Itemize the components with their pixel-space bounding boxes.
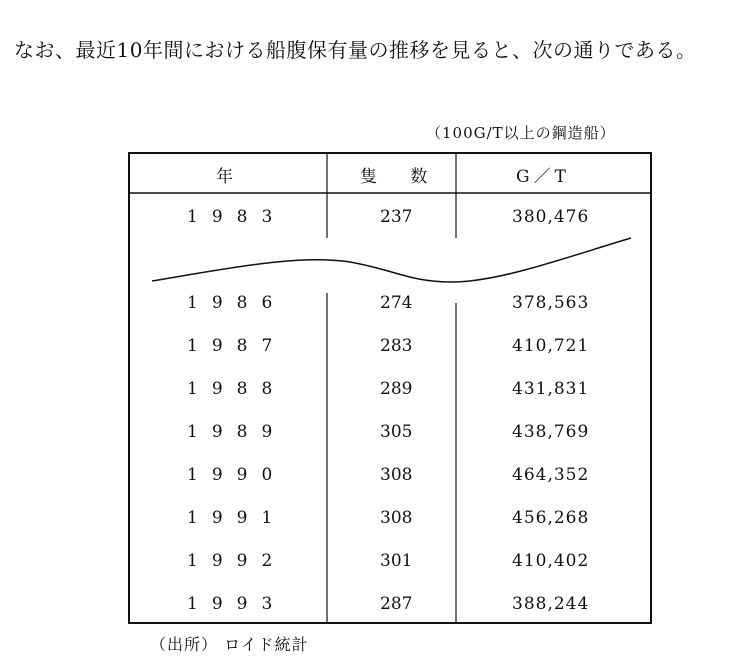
year-cell: 1988 <box>187 379 287 399</box>
count-cell: 305 <box>380 422 413 442</box>
gt-cell: 464,352 <box>512 465 590 485</box>
year-cell: 1991 <box>187 508 287 528</box>
count-cell: 283 <box>380 336 413 356</box>
count-cell: 289 <box>380 379 413 399</box>
count-cell: 287 <box>380 594 413 614</box>
header-gt: G／T <box>516 167 570 187</box>
gt-cell: 456,268 <box>512 508 590 528</box>
intro-paragraph: なお、最近10年間における船腹保有量の推移を見ると、次の通りである。 <box>14 38 697 62</box>
year-cell: 1986 <box>187 293 287 313</box>
year-cell: 1983 <box>187 207 287 227</box>
table-row <box>130 336 650 358</box>
year-cell: 1993 <box>187 594 287 614</box>
year-cell: 1989 <box>187 422 287 442</box>
table-row <box>130 207 650 229</box>
gt-cell: 410,721 <box>512 336 590 356</box>
table-row <box>130 465 650 487</box>
header-year: 年 <box>216 167 235 187</box>
count-cell: 237 <box>380 207 413 227</box>
source-note: （出所） ロイド統計 <box>150 635 309 654</box>
omission-wave <box>152 238 631 282</box>
table-row <box>130 293 650 315</box>
table-row <box>130 422 650 444</box>
count-cell: 308 <box>380 508 413 528</box>
table-row <box>130 508 650 530</box>
gt-cell: 380,476 <box>512 207 590 227</box>
year-cell: 1987 <box>187 336 287 356</box>
gt-cell: 438,769 <box>512 422 590 442</box>
header-count: 隻 数 <box>360 167 442 187</box>
gt-cell: 410,402 <box>512 551 590 571</box>
table-row <box>130 594 650 616</box>
table-row <box>130 551 650 573</box>
gt-cell: 431,831 <box>512 379 590 399</box>
gt-cell: 388,244 <box>512 594 590 614</box>
year-cell: 1992 <box>187 551 287 571</box>
year-cell: 1990 <box>187 465 287 485</box>
count-cell: 308 <box>380 465 413 485</box>
table-row <box>130 379 650 401</box>
count-cell: 301 <box>380 551 413 571</box>
count-cell: 274 <box>380 293 413 313</box>
unit-note: （100G/T以上の鋼造船） <box>426 124 616 142</box>
gt-cell: 378,563 <box>512 293 590 313</box>
